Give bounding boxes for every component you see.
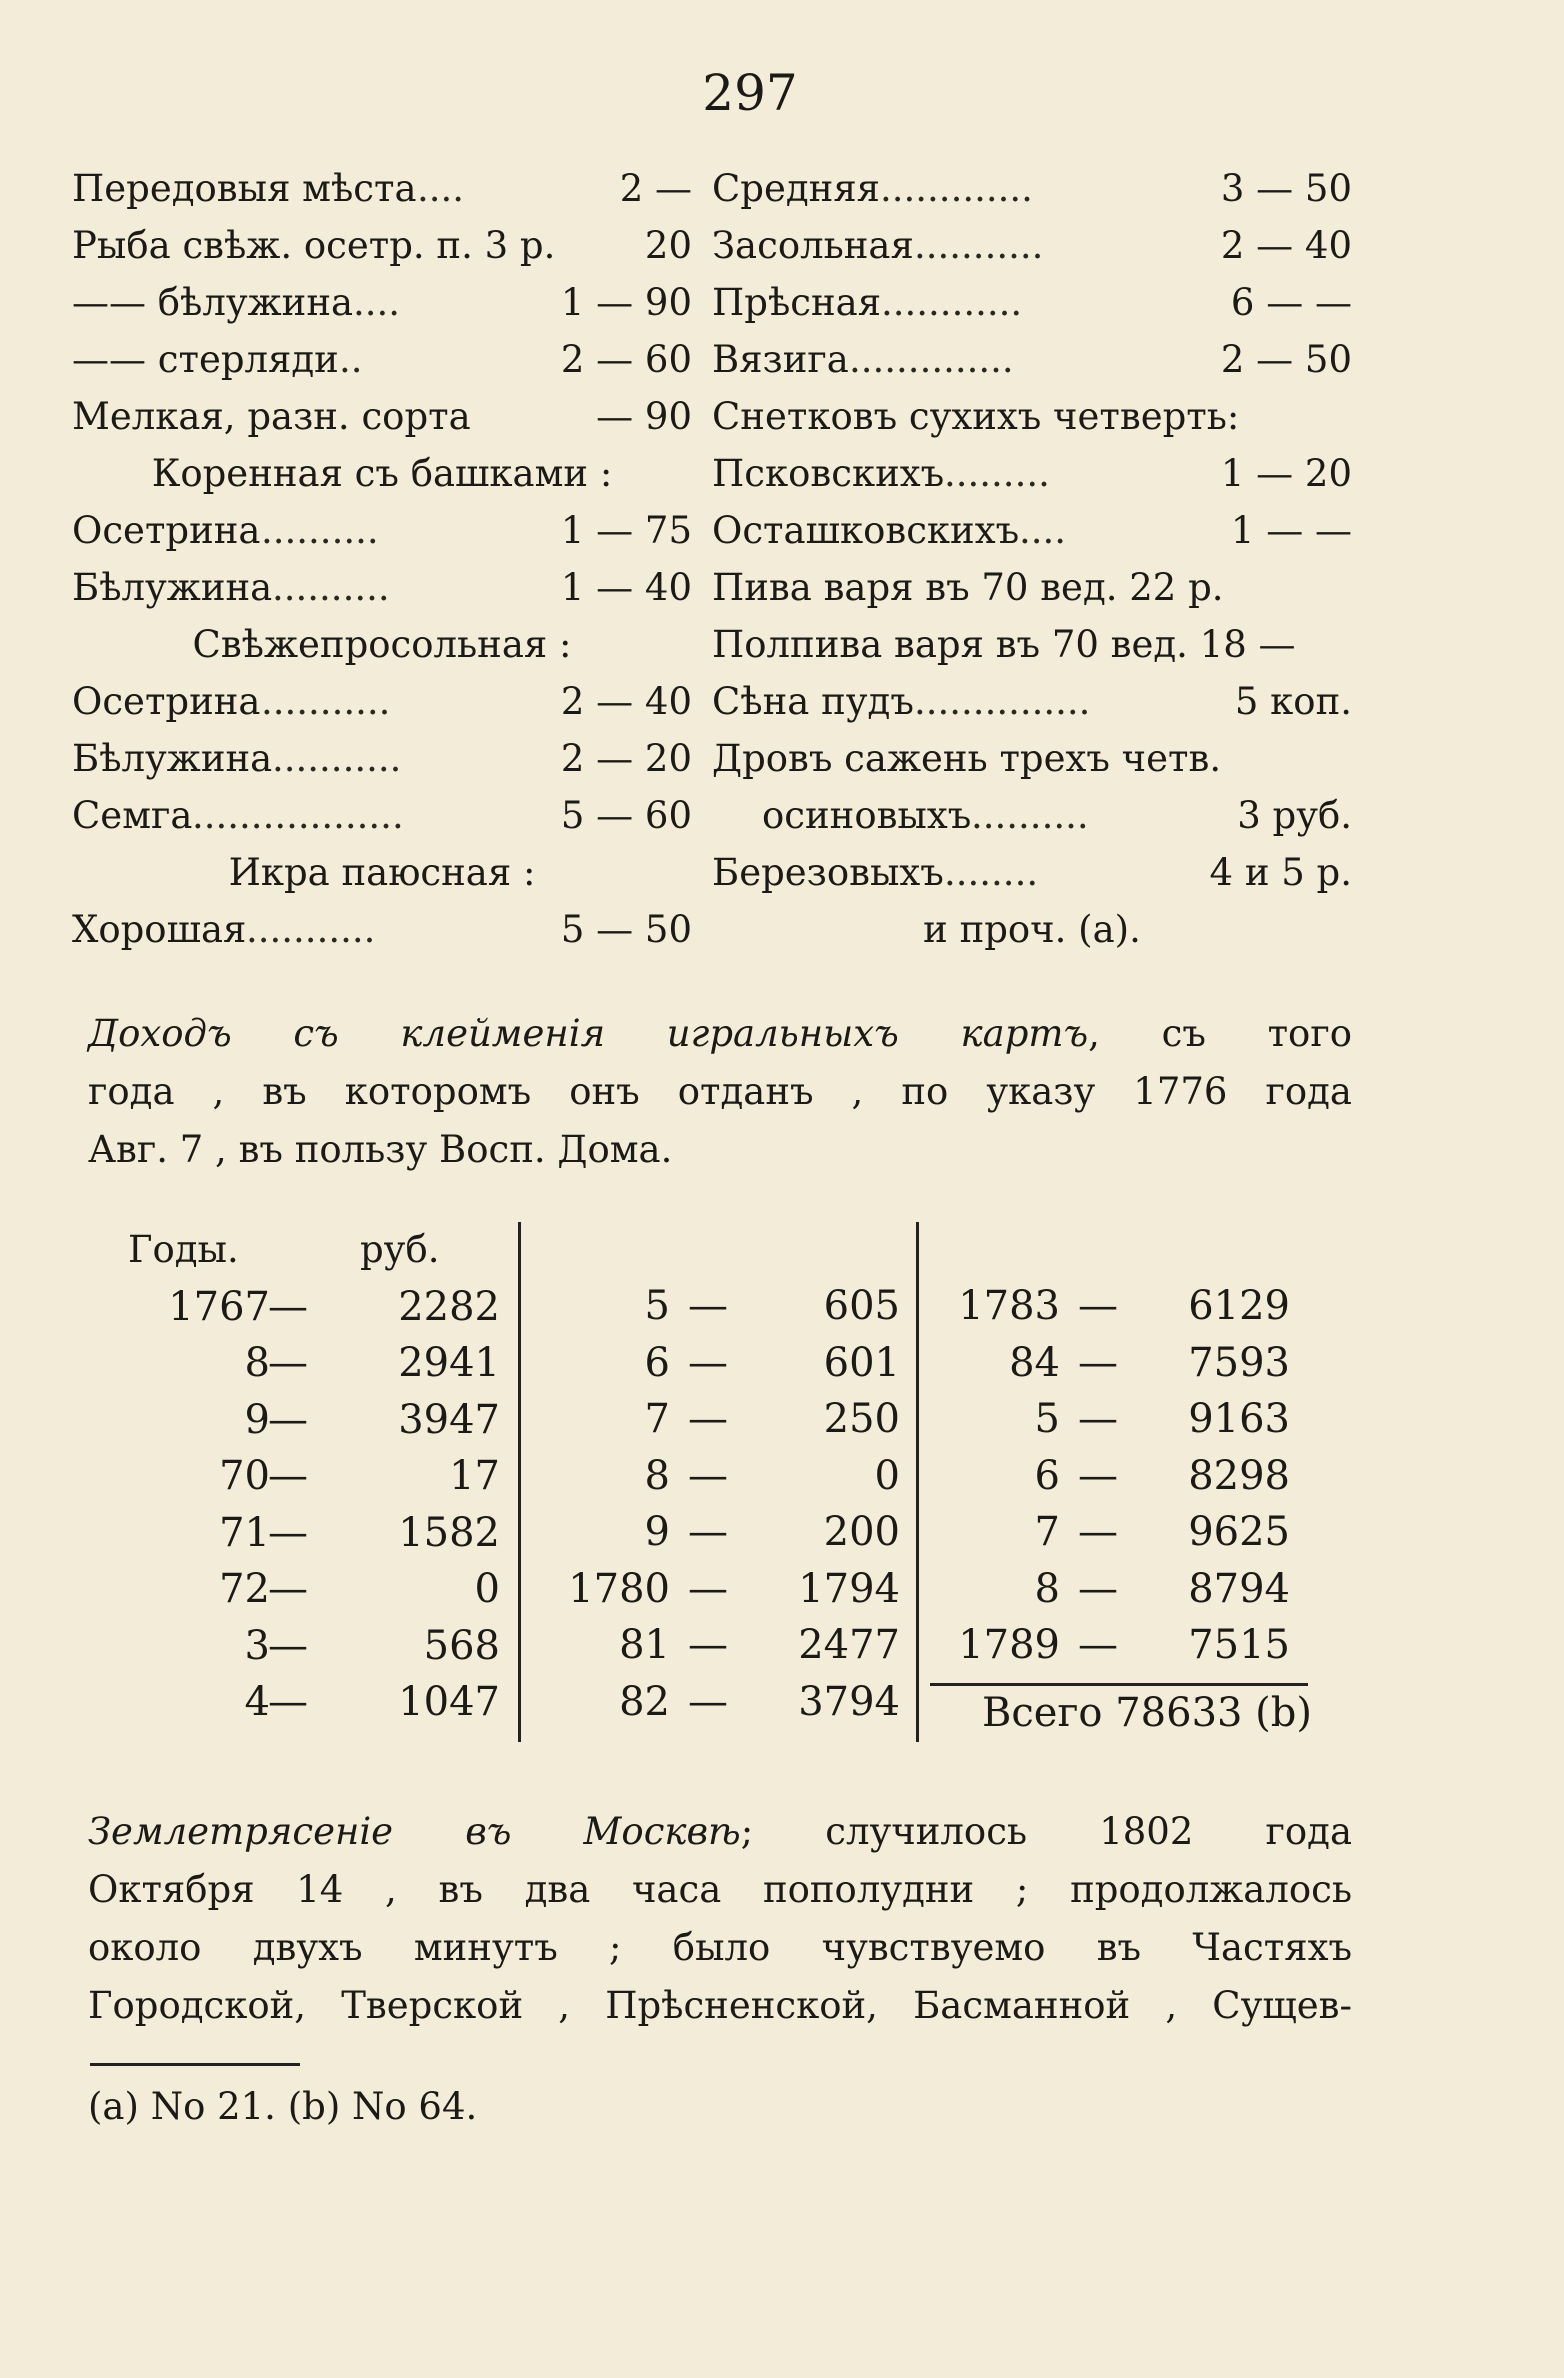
year-cell: 84	[1009, 1339, 1060, 1386]
price-row	[72, 217, 692, 274]
amount-cell: 2477	[798, 1622, 900, 1668]
table-row	[930, 1617, 1290, 1674]
item-price: 1 — 20	[1220, 452, 1352, 495]
item-name: Прѣсная	[712, 281, 882, 324]
item-name: Березовыхъ	[712, 851, 944, 894]
item-name: Рыба свѣж. осетр. п. 3 р.	[72, 224, 556, 267]
year-cell: 81	[619, 1622, 670, 1668]
item-price: 2 — 40	[1220, 224, 1352, 267]
amount-cell: 3947	[398, 1396, 500, 1443]
amount-cell: 1047	[398, 1679, 500, 1725]
item-name: Псковскихъ	[712, 452, 945, 495]
item-price: 1 — —	[1230, 509, 1352, 552]
item-name: Бѣлужина	[72, 566, 273, 609]
item-price: 6 — —	[1230, 281, 1352, 324]
amount-cell: 2941	[398, 1340, 500, 1386]
table-row	[120, 1448, 500, 1505]
item-name: Бѣлужина	[72, 737, 273, 780]
dash: —	[688, 1509, 728, 1555]
item-name: осиновыхъ	[762, 794, 972, 837]
price-row	[72, 160, 692, 217]
leader-dots: ....	[353, 281, 401, 324]
table-divider	[916, 1222, 919, 1742]
dash: —	[688, 1678, 728, 1725]
price-row	[712, 217, 1352, 274]
price-row	[72, 502, 692, 559]
item-name: Икра паюсная :	[228, 851, 536, 894]
item-price: 3 — 50	[1220, 167, 1352, 210]
year-cell: 70	[219, 1453, 270, 1499]
item-price: 2 — 20	[560, 737, 692, 780]
table-row	[540, 1335, 900, 1392]
dash: —	[688, 1339, 728, 1386]
price-row	[72, 901, 692, 958]
item-price: 2 — 50	[1220, 338, 1352, 381]
paragraph-line: Землетрясеніе въ Москвѣ; случилось 1802 года	[88, 1810, 1352, 1853]
item-price: 2 — 40	[560, 680, 692, 723]
table-column-1	[120, 1222, 500, 1731]
item-name: Передовыя мѣста	[72, 167, 417, 210]
year-cell: 1789	[958, 1622, 1060, 1668]
paragraph-line: около двухъ минутъ ; было чувствуемо въ Частяхъ	[88, 1926, 1352, 1969]
price-row	[712, 160, 1352, 217]
item-name: Дровъ сажень трехъ четв.	[712, 737, 1222, 780]
item-price: — 90	[596, 395, 692, 438]
year-cell: 1780	[568, 1565, 670, 1612]
total-rule	[930, 1683, 1308, 1686]
dash: —	[1078, 1622, 1118, 1668]
table-row	[930, 1335, 1290, 1392]
item-name: и проч. (а).	[923, 908, 1141, 951]
paragraph-line: Октября 14 , въ два часа пополудни ; продолжалось	[88, 1868, 1352, 1911]
price-row	[712, 388, 1352, 445]
price-row	[72, 844, 692, 901]
header-rub: руб.	[360, 1228, 440, 1271]
leader-dots: ..........	[971, 794, 1089, 837]
year-cell: 7	[1034, 1509, 1060, 1555]
footnote: (а) No 21. (b) No 64.	[88, 2085, 478, 2128]
amount-cell: 601	[823, 1339, 900, 1386]
dash: —	[688, 1452, 728, 1499]
amount-cell: 8794	[1188, 1565, 1290, 1612]
table-row	[120, 1618, 500, 1675]
dash: —	[688, 1396, 728, 1442]
leader-dots: ........	[944, 851, 1039, 894]
paragraph-line: Городской, Тверской , Прѣсненской, Басманной , Сущев-	[88, 1984, 1352, 2027]
year-cell: 4	[244, 1679, 270, 1725]
amount-cell: 9625	[1188, 1509, 1290, 1555]
amount-cell: 0	[874, 1452, 900, 1499]
footnote-rule	[90, 2063, 300, 2066]
item-price: 1 — 90	[560, 281, 692, 324]
item-name: Осетрина	[72, 680, 261, 723]
leader-dots: ...........	[246, 908, 376, 951]
table-row	[540, 1278, 900, 1335]
item-price: 2 — 60	[560, 338, 692, 381]
dash: —	[1078, 1396, 1118, 1442]
amount-cell: 568	[423, 1622, 500, 1669]
price-row	[72, 673, 692, 730]
price-row	[72, 331, 692, 388]
price-row	[72, 445, 692, 502]
year-cell: 7	[644, 1396, 670, 1442]
amount-cell: 0	[474, 1566, 500, 1612]
leader-dots: ..	[339, 338, 363, 381]
year-cell: 1783	[958, 1283, 1060, 1329]
price-row	[72, 616, 692, 673]
price-list-left	[72, 160, 692, 958]
amount-cell: 7593	[1188, 1339, 1290, 1386]
item-name: —— бѣлужина	[72, 281, 354, 324]
earthquake-paragraph	[88, 1803, 1352, 2035]
item-name: Сѣна пудъ	[712, 680, 914, 723]
leader-dots: ....	[417, 167, 465, 210]
price-row	[712, 673, 1352, 730]
leader-dots: ...............	[914, 680, 1091, 723]
dash: —	[268, 1566, 308, 1612]
dash: —	[268, 1396, 308, 1443]
dash: —	[268, 1509, 308, 1556]
dash: —	[1078, 1452, 1118, 1499]
table-row	[540, 1448, 900, 1505]
leader-dots: .............	[880, 167, 1033, 210]
item-name: Хорошая	[72, 908, 247, 951]
dash: —	[1078, 1339, 1118, 1386]
item-name: Средняя	[712, 167, 881, 210]
year-cell: 71	[219, 1509, 270, 1556]
table-row	[930, 1561, 1290, 1618]
amount-cell: 605	[823, 1283, 900, 1329]
table-row	[120, 1674, 500, 1731]
table-row	[930, 1278, 1290, 1335]
item-name: Свѣжепросольная :	[192, 623, 572, 666]
amount-cell: 8298	[1188, 1452, 1290, 1499]
leader-dots: ..................	[192, 794, 404, 837]
amount-cell: 3794	[798, 1678, 900, 1725]
year-cell: 8	[244, 1340, 270, 1386]
dash: —	[268, 1622, 308, 1669]
price-row	[712, 787, 1352, 844]
paragraph-line: Доходъ съ клейменія игральныхъ картъ, съ того	[88, 1012, 1352, 1055]
item-price: 2 —	[619, 167, 692, 210]
item-name: Коренная съ башками :	[151, 452, 613, 495]
leader-dots: ............	[881, 281, 1023, 324]
dash: —	[1078, 1565, 1118, 1612]
year-cell: 5	[644, 1283, 670, 1329]
leader-dots: ..........	[272, 566, 390, 609]
amount-cell: 7515	[1188, 1622, 1290, 1668]
year-cell: 6	[644, 1339, 670, 1386]
table-header	[120, 1222, 500, 1279]
year-cell: 9	[644, 1509, 670, 1555]
dash: —	[268, 1340, 308, 1386]
table-total: Всего 78633 (b)	[982, 1690, 1312, 1736]
table-row	[930, 1504, 1290, 1561]
year-cell: 6	[1034, 1452, 1060, 1499]
dash: —	[688, 1565, 728, 1612]
table-row	[930, 1448, 1290, 1505]
table-row	[540, 1391, 900, 1448]
leader-dots: ...........	[261, 680, 391, 723]
price-row	[712, 901, 1352, 958]
table-row	[120, 1505, 500, 1562]
table-column-3	[930, 1278, 1290, 1674]
table-row	[120, 1561, 500, 1618]
item-name: Полпива варя въ 70 вед. 18 —	[712, 623, 1296, 666]
dash: —	[1078, 1509, 1118, 1555]
price-row	[712, 502, 1352, 559]
table-row	[120, 1335, 500, 1392]
table-row	[540, 1561, 900, 1618]
year-cell: 8	[1034, 1565, 1060, 1612]
table-column-2	[540, 1278, 900, 1730]
leader-dots: ...........	[914, 224, 1044, 267]
price-row	[72, 388, 692, 445]
price-row	[72, 787, 692, 844]
income-table	[120, 1222, 1380, 1742]
year-cell: 3	[244, 1622, 270, 1669]
item-price: 20	[644, 224, 692, 267]
playing-card-income-paragraph	[88, 1005, 1352, 1179]
price-list-right	[712, 160, 1352, 958]
leader-dots: ....	[1019, 509, 1067, 552]
amount-cell: 2282	[398, 1283, 500, 1330]
table-row	[930, 1391, 1290, 1448]
table-divider	[518, 1222, 521, 1742]
price-row	[712, 331, 1352, 388]
item-name: Снетковъ сухихъ четверть:	[712, 395, 1240, 438]
item-price: 1 — 75	[560, 509, 692, 552]
price-row	[712, 730, 1352, 787]
price-row	[712, 274, 1352, 331]
item-price: 5 — 50	[560, 908, 692, 951]
paragraph-line: года , въ которомъ онъ отданъ , по указу 1776 года	[88, 1070, 1352, 1113]
item-name: Вязига	[712, 338, 849, 381]
item-name: Семга	[72, 794, 193, 837]
table-row	[540, 1674, 900, 1731]
header-year: Годы.	[128, 1228, 239, 1271]
item-price: 5 — 60	[560, 794, 692, 837]
item-price: 3 руб.	[1237, 794, 1352, 837]
leader-dots: ...........	[272, 737, 402, 780]
item-name: Осташковскихъ	[712, 509, 1020, 552]
dash: —	[268, 1453, 308, 1499]
dash: —	[268, 1283, 308, 1330]
amount-cell: 6129	[1188, 1283, 1290, 1329]
italic-heading: Доходъ съ клейменія игральныхъ картъ	[88, 1012, 1089, 1055]
dash: —	[688, 1622, 728, 1668]
amount-cell: 1582	[398, 1509, 500, 1556]
year-cell: 5	[1034, 1396, 1060, 1442]
item-name: Пива варя въ 70 вед. 22 р.	[712, 566, 1224, 609]
price-row	[712, 616, 1352, 673]
year-cell: 1767	[168, 1283, 270, 1330]
item-name: Мелкая, разн. сорта	[72, 395, 471, 438]
item-name: —— стерляди	[72, 338, 339, 381]
price-row	[712, 844, 1352, 901]
amount-cell: 9163	[1188, 1396, 1290, 1442]
amount-cell: 1794	[798, 1565, 900, 1612]
leader-dots: .........	[944, 452, 1050, 495]
dash: —	[268, 1679, 308, 1725]
table-row	[540, 1617, 900, 1674]
price-row	[712, 559, 1352, 616]
paragraph-line: Авг. 7 , въ пользу Восп. Дома.	[88, 1128, 673, 1171]
price-row	[712, 445, 1352, 502]
table-row	[120, 1279, 500, 1336]
year-cell: 8	[644, 1452, 670, 1499]
table-row	[540, 1504, 900, 1561]
price-row	[72, 274, 692, 331]
amount-cell: 17	[449, 1453, 500, 1499]
item-name: Засольная	[712, 224, 914, 267]
year-cell: 82	[619, 1678, 670, 1725]
italic-heading: Землетрясеніе въ Москвѣ	[88, 1810, 741, 1853]
dash: —	[688, 1283, 728, 1329]
item-price: 5 коп.	[1234, 680, 1352, 723]
item-price: 4 и 5 р.	[1209, 851, 1352, 894]
year-cell: 72	[219, 1566, 270, 1612]
item-price: 1 — 40	[560, 566, 692, 609]
year-cell: 9	[244, 1396, 270, 1443]
page-number: 297	[702, 64, 798, 122]
amount-cell: 250	[823, 1396, 900, 1442]
price-row	[72, 559, 692, 616]
dash: —	[1078, 1283, 1118, 1329]
leader-dots: ..........	[261, 509, 379, 552]
table-row	[120, 1392, 500, 1449]
amount-cell: 200	[823, 1509, 900, 1555]
leader-dots: ..............	[849, 338, 1014, 381]
price-row	[72, 730, 692, 787]
item-name: Осетрина	[72, 509, 261, 552]
